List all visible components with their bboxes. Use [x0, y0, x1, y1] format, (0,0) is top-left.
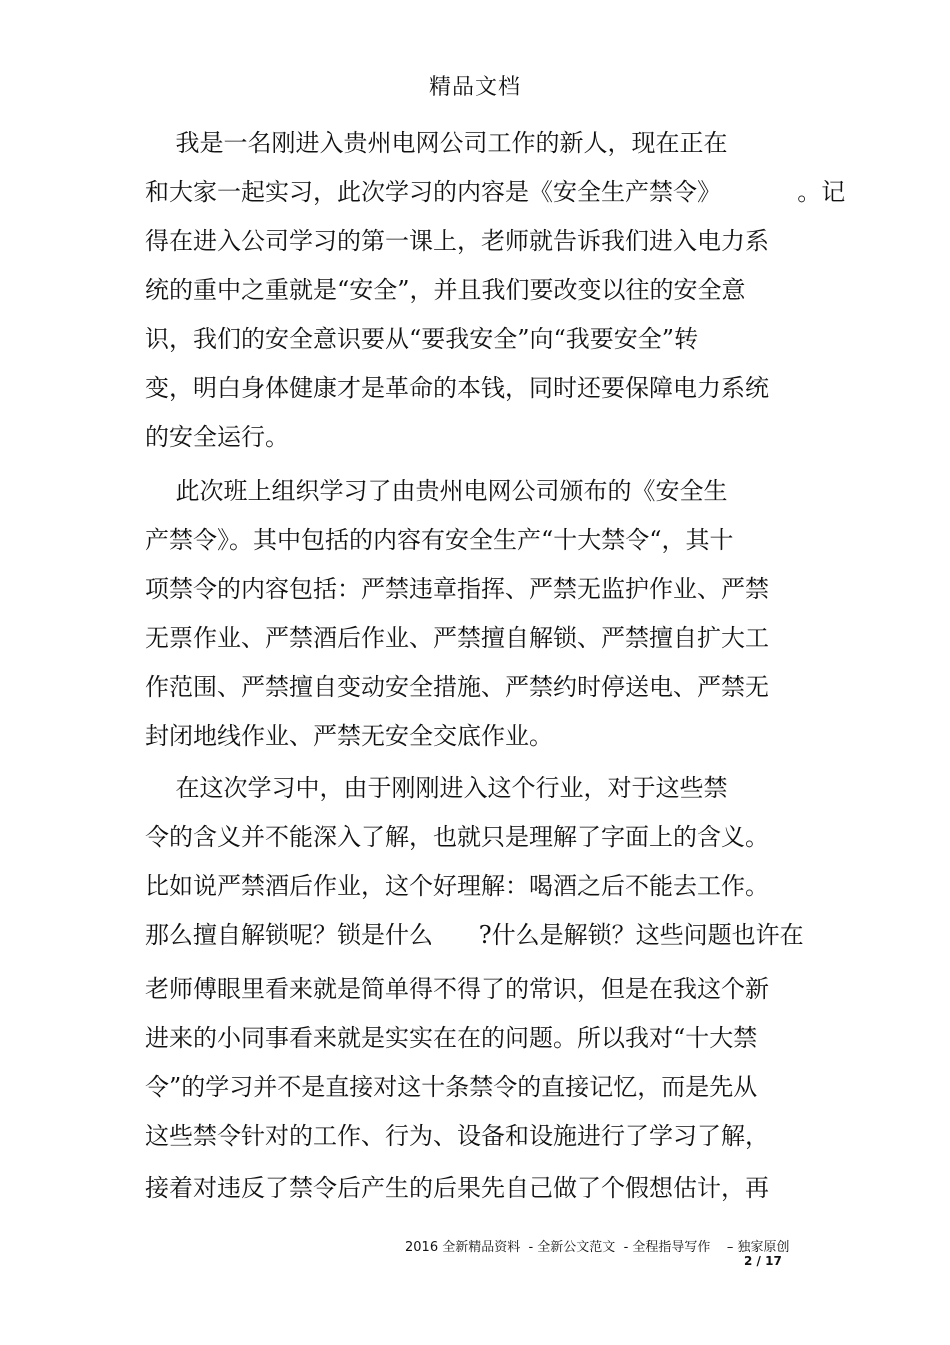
text-line: 令的含义并不能深入了解，也就只是理解了字面上的含义。 — [145, 823, 769, 851]
page-number: 2 / 17 — [744, 1254, 782, 1268]
text-line: 进来的小同事看来就是实实在在的问题。所以我对“十大禁 — [145, 1024, 758, 1052]
text-line: 比如说严禁酒后作业，这个好理解：喝酒之后不能去工作。 — [145, 872, 769, 900]
text-line: 在这次学习中，由于刚刚进入这个行业，对于这些禁 — [145, 774, 728, 802]
text-line: 令”的学习并不是直接对这十条禁令的直接记忆，而是先从 — [145, 1073, 758, 1101]
page-header-title: 精品文档 — [428, 75, 521, 100]
text-line: 变，明白身体健康才是革命的本钱，同时还要保障电力系统 — [145, 374, 769, 402]
footer-text: 2016 全新精品资料 - 全新公文范文 - 全程指导写作 – 独家原创 — [405, 1240, 790, 1255]
text-line: 产禁令》。其中包括的内容有安全生产“十大禁令“，其十 — [145, 526, 734, 554]
text-line: 接着对违反了禁令后产生的后果先自己做了个假想估计，再 — [145, 1174, 769, 1202]
text-line: 老师傅眼里看来就是简单得不得了的常识，但是在我这个新 — [145, 975, 769, 1003]
text-line: 此次班上组织学习了由贵州电网公司颁布的《安全生 — [145, 477, 728, 505]
text-line: 那么擅自解锁呢？锁是什么 ?什么是解锁？这些问题也许在 — [145, 921, 804, 949]
text-line: 作范围、严禁擅自变动安全措施、严禁约时停送电、严禁无 — [145, 673, 769, 701]
text-line: 无票作业、严禁酒后作业、严禁擅自解锁、严禁擅自扩大工 — [145, 624, 769, 652]
text-line: 识，我们的安全意识要从“要我安全”向“我要安全”转 — [145, 325, 699, 353]
text-line: 和大家一起实习，此次学习的内容是《安全生产禁令》 。记 — [145, 178, 846, 206]
text-line: 我是一名刚进入贵州电网公司工作的新人，现在正在 — [145, 129, 728, 157]
text-line: 得在进入公司学习的第一课上，老师就告诉我们进入电力系 — [145, 227, 769, 255]
text-line: 的安全运行。 — [145, 423, 289, 451]
text-line: 统的重中之重就是“安全”，并且我们要改变以往的安全意 — [145, 276, 746, 304]
text-line: 项禁令的内容包括：严禁违章指挥、严禁无监护作业、严禁 — [145, 575, 769, 603]
text-line: 封闭地线作业、严禁无安全交底作业。 — [145, 722, 553, 750]
text-line: 这些禁令针对的工作、行为、设备和设施进行了学习了解， — [145, 1122, 769, 1150]
